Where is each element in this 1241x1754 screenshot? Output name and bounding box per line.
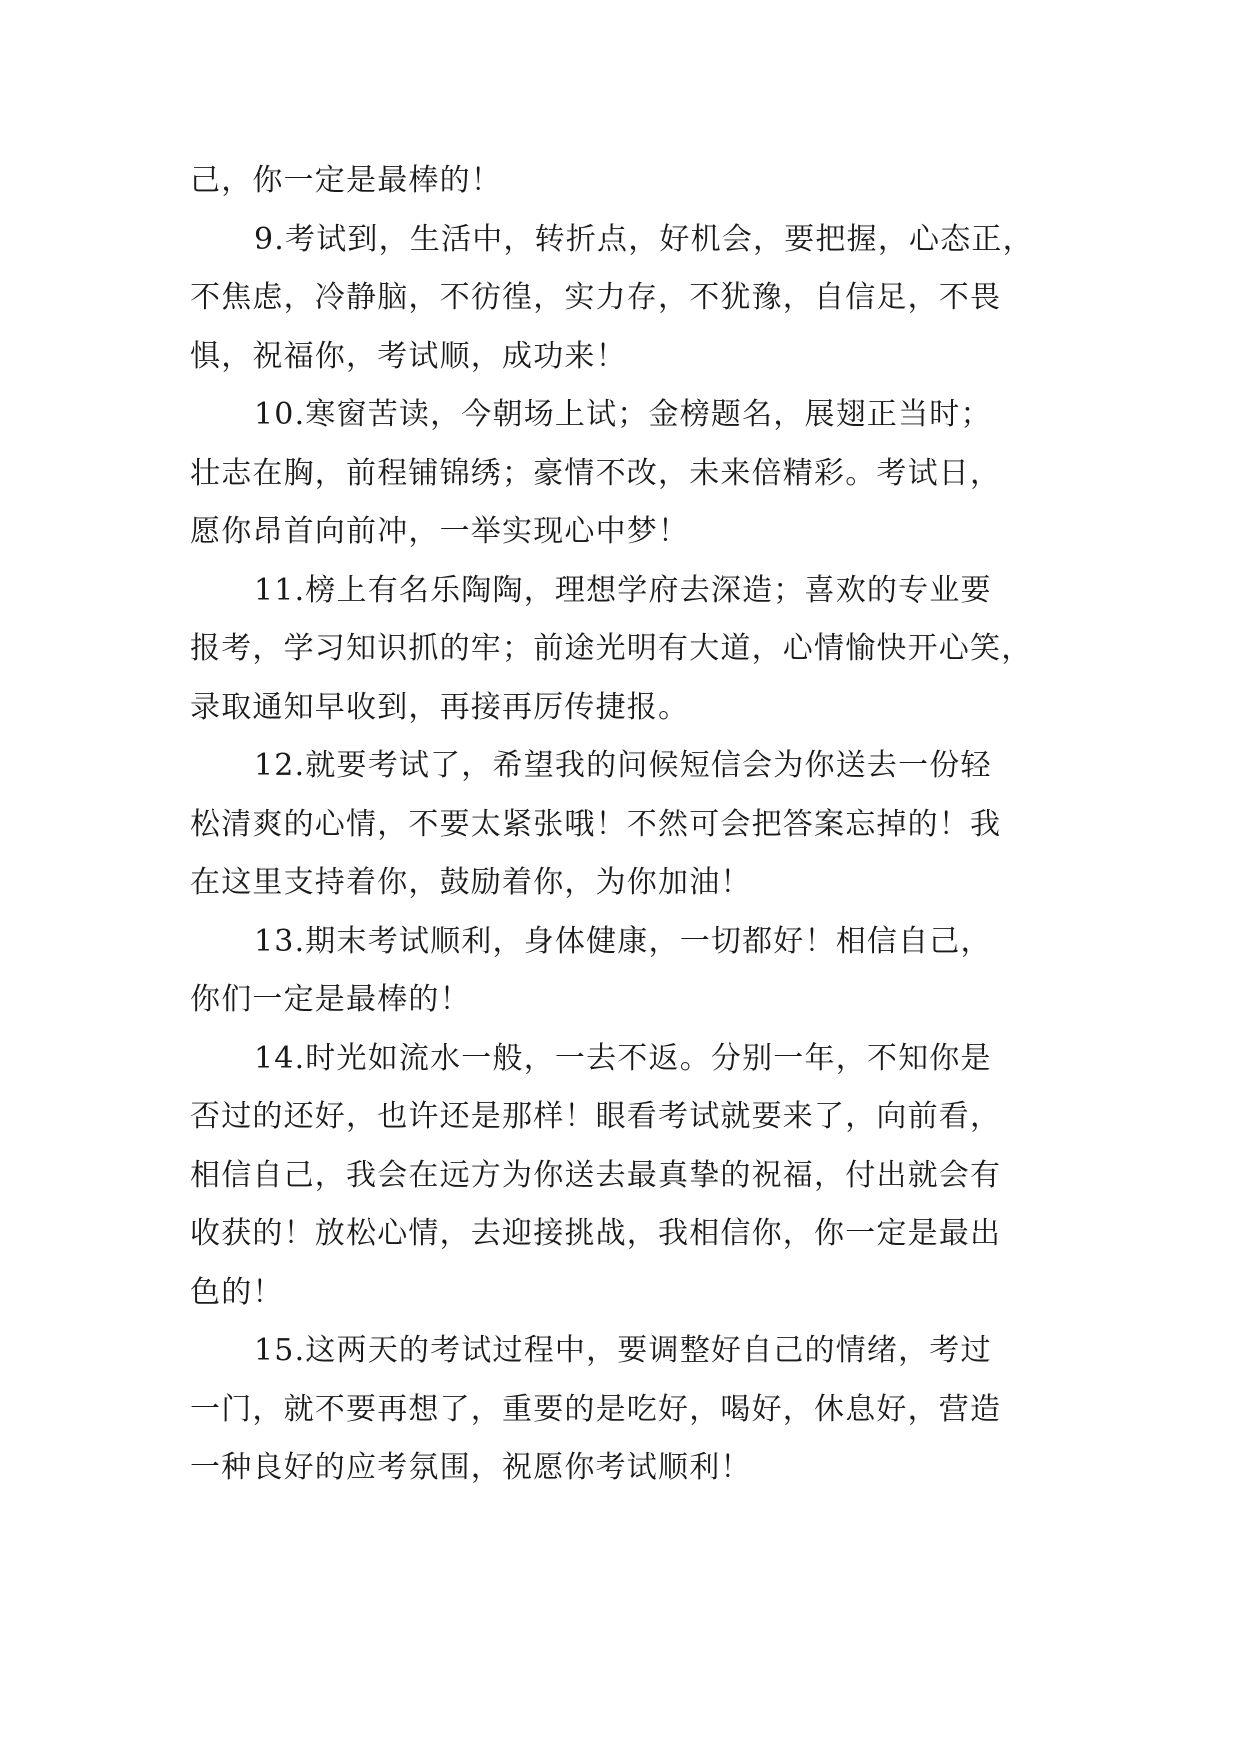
- text-line: 松清爽的心情，不要太紧张哦！不然可会把答案忘掉的！我: [190, 806, 1002, 842]
- text-line: 收获的！放松心情，去迎接挑战，我相信你，你一定是最出: [190, 1216, 1002, 1251]
- text-line: 在这里支持着你，鼓励着你，为你加油！: [190, 865, 752, 900]
- paragraph-12-start: 12.就要考试了，希望我的问候短信会为你送去一份轻: [254, 748, 992, 783]
- text-line: 你们一定是最棒的！: [190, 982, 471, 1017]
- text-line: 惧，祝福你，考试顺，成功来！: [190, 338, 627, 374]
- text-line: 愿你昂首向前冲，一举实现心中梦！: [190, 514, 690, 549]
- text-line: 己，你一定是最棒的！: [190, 163, 502, 198]
- text-line: 色的！: [190, 1274, 284, 1310]
- text-line: 相信自己，我会在远方为你送去最真挚的祝福，付出就会有: [190, 1157, 1002, 1193]
- text-line: 否过的还好，也许还是那样！眼看考试就要来了，向前看，: [190, 1099, 1002, 1134]
- text-line: 不焦虑，冷静脑，不彷徨，实力存，不犹豫，自信足，不畏: [190, 280, 1002, 315]
- text-line: 壮志在胸，前程铺锦绣；豪情不改，未来倍精彩。考试日，: [190, 455, 1002, 491]
- paragraph-10-start: 10.寒窗苦读，今朝场上试；金榜题名，展翅正当时；: [254, 397, 992, 432]
- paragraph-9-start: 9.考试到，生活中，转折点，好机会，要把握，心态正，: [254, 221, 1034, 257]
- paragraph-13-start: 13.期末考试顺利，身体健康，一切都好！相信自己，: [254, 923, 992, 959]
- paragraph-14-start: 14.时光如流水一般，一去不返。分别一年，不知你是: [254, 1040, 992, 1076]
- text-line: 录取通知早收到，再接再厉传捷报。: [190, 689, 690, 725]
- paragraph-15-start: 15.这两天的考试过程中，要调整好自己的情绪，考过: [254, 1333, 992, 1368]
- paragraph-11-start: 11.榜上有名乐陶陶，理想学府去深造；喜欢的专业要: [254, 572, 992, 608]
- document-body: [190, 152, 1060, 1498]
- text-line: 一种良好的应考氛围，祝愿你考试顺利！: [190, 1450, 752, 1485]
- text-line: 一门，就不要再想了，重要的是吃好，喝好，休息好，营造: [190, 1391, 1002, 1427]
- text-line: 报考，学习知识抓的牢；前途光明有大道，心情愉快开心笑，: [190, 631, 1033, 666]
